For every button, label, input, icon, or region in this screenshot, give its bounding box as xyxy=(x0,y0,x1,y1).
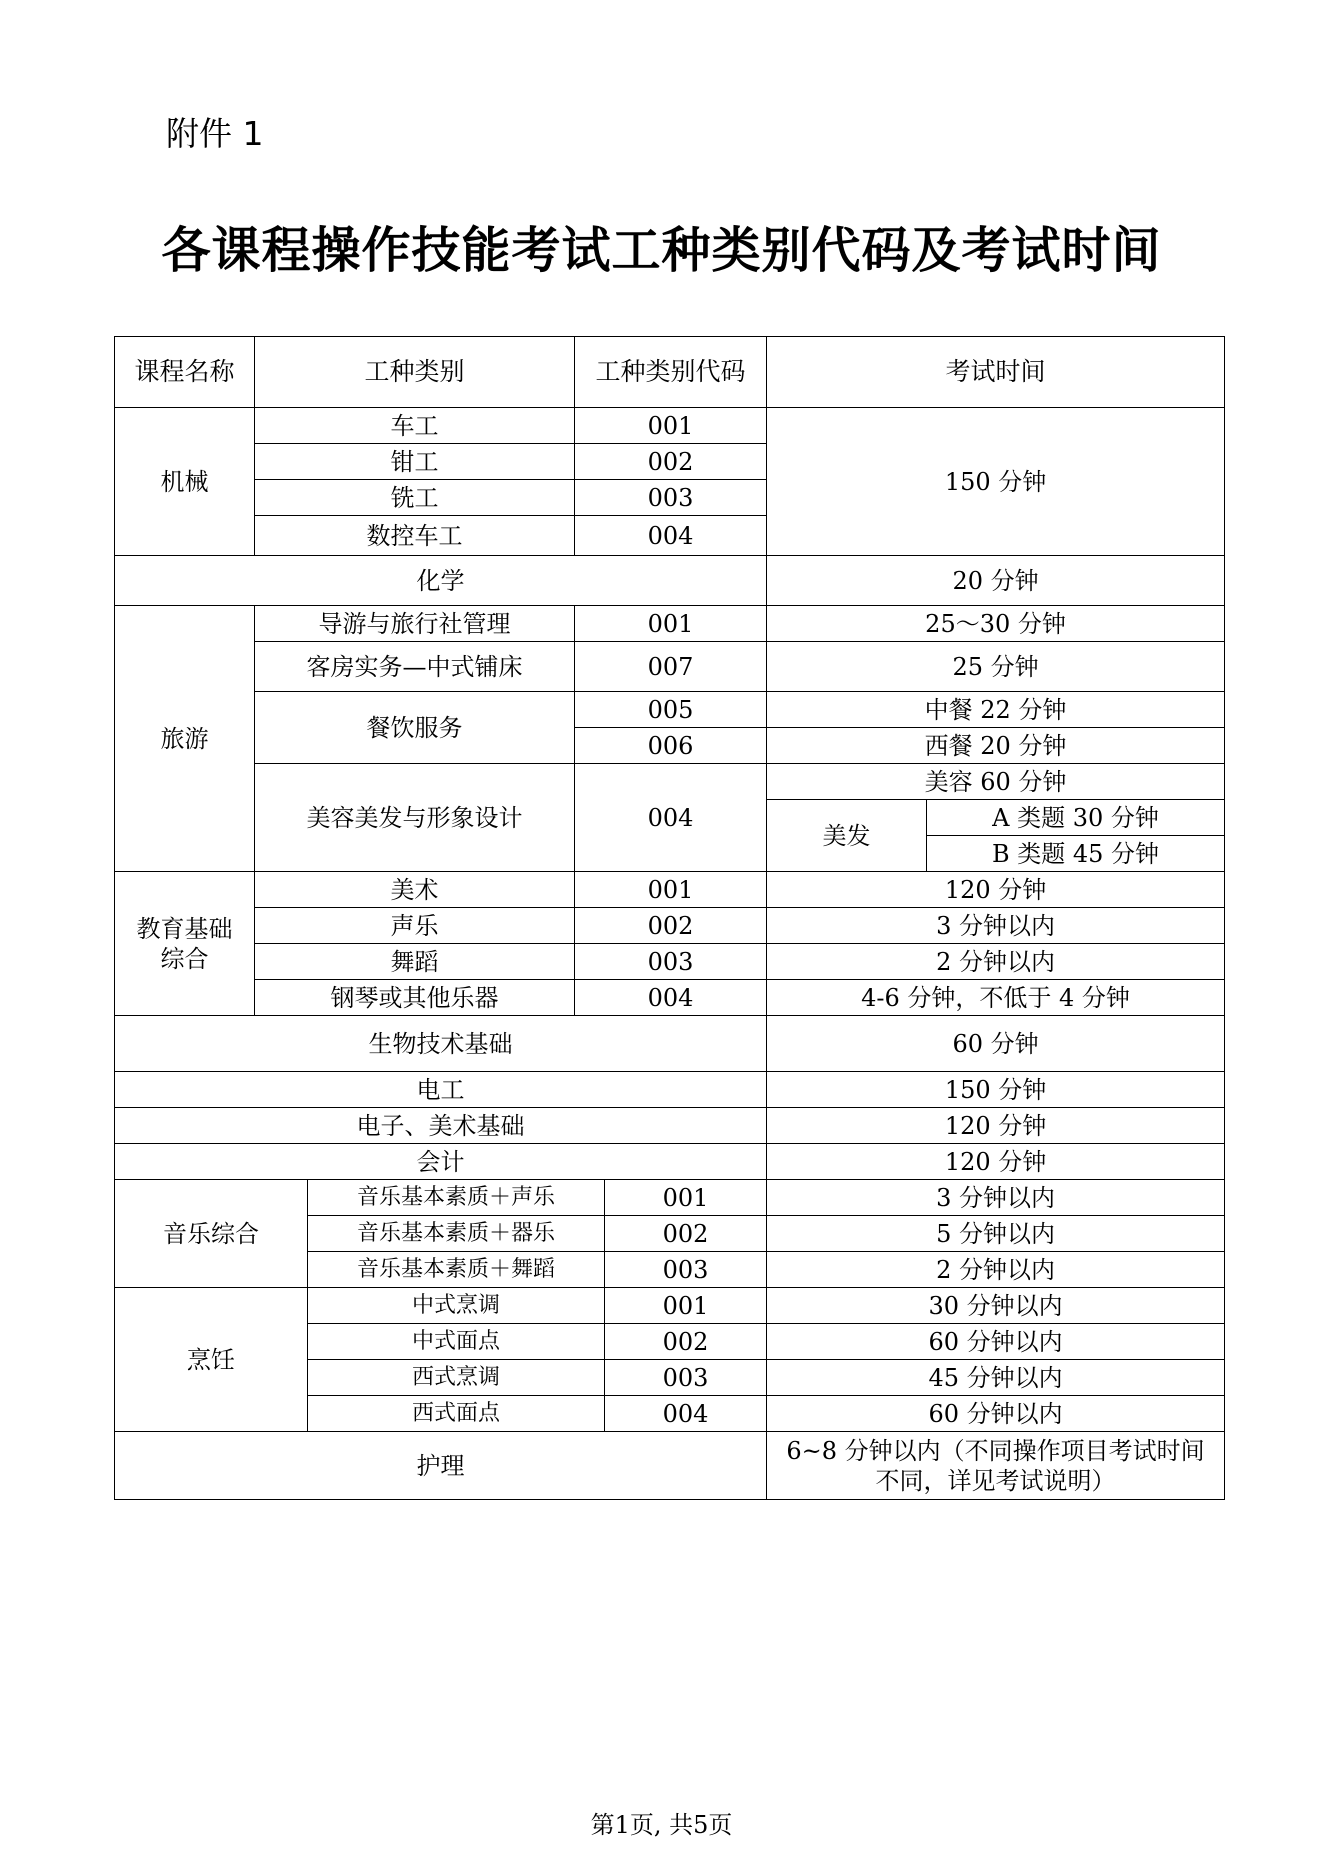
type-cell: 车工 xyxy=(255,408,575,444)
type-cell: 西式烹调 xyxy=(308,1360,605,1396)
course-cell: 护理 xyxy=(115,1432,767,1500)
col-header-code: 工种类别代码 xyxy=(575,337,767,408)
attachment-label: 附件 1 xyxy=(166,114,264,153)
time-cell: 120 分钟 xyxy=(767,1108,1225,1144)
time-cell: B 类题 45 分钟 xyxy=(927,836,1225,872)
table-row xyxy=(115,1072,1225,1108)
time-cell: 中餐 22 分钟 xyxy=(767,692,1225,728)
table-row xyxy=(115,692,1225,728)
table-row xyxy=(115,606,1225,642)
type-cell: 中式面点 xyxy=(308,1324,605,1360)
code-cell: 001 xyxy=(605,1288,767,1324)
meifa-label-cell: 美发 xyxy=(767,800,927,872)
col-header-course: 课程名称 xyxy=(115,337,255,408)
time-cell: 150 分钟 xyxy=(767,1072,1225,1108)
time-cell: 60 分钟以内 xyxy=(767,1396,1225,1432)
course-cell: 生物技术基础 xyxy=(115,1016,767,1072)
table-row xyxy=(115,908,1225,944)
document-title: 各课程操作技能考试工种类别代码及考试时间 xyxy=(161,222,1162,279)
time-cell: 美容 60 分钟 xyxy=(767,764,1225,800)
time-cell: 3 分钟以内 xyxy=(767,1180,1225,1216)
time-cell: A 类题 30 分钟 xyxy=(927,800,1225,836)
code-cell: 001 xyxy=(575,872,767,908)
time-cell: 25 分钟 xyxy=(767,642,1225,692)
type-cell: 音乐基本素质＋器乐 xyxy=(308,1216,605,1252)
code-cell: 003 xyxy=(605,1360,767,1396)
time-cell: 4-6 分钟，不低于 4 分钟 xyxy=(767,980,1225,1016)
course-cell: 旅游 xyxy=(115,606,255,872)
table-row xyxy=(115,1180,1225,1216)
table-row xyxy=(115,764,1225,800)
code-cell: 001 xyxy=(605,1180,767,1216)
table-row xyxy=(115,642,1225,692)
time-cell: 5 分钟以内 xyxy=(767,1216,1225,1252)
course-cell: 电子、美术基础 xyxy=(115,1108,767,1144)
time-cell: 6~8 分钟以内（不同操作项目考试时间不同，详见考试说明） xyxy=(767,1432,1225,1500)
type-cell: 餐饮服务 xyxy=(255,692,575,764)
time-cell: 20 分钟 xyxy=(767,556,1225,606)
type-cell: 声乐 xyxy=(255,908,575,944)
type-cell: 导游与旅行社管理 xyxy=(255,606,575,642)
type-cell: 客房实务—中式铺床 xyxy=(255,642,575,692)
code-cell: 004 xyxy=(605,1396,767,1432)
time-cell: 120 分钟 xyxy=(767,872,1225,908)
course-cell: 电工 xyxy=(115,1072,767,1108)
type-cell: 钳工 xyxy=(255,444,575,480)
exam-table xyxy=(114,336,1225,1500)
type-cell: 音乐基本素质＋舞蹈 xyxy=(308,1252,605,1288)
time-cell: 25～30 分钟 xyxy=(767,606,1225,642)
time-cell: 30 分钟以内 xyxy=(767,1288,1225,1324)
col-header-time: 考试时间 xyxy=(767,337,1225,408)
table-header-row xyxy=(115,337,1225,408)
table-row xyxy=(115,1016,1225,1072)
course-cell: 化学 xyxy=(115,556,767,606)
type-cell: 数控车工 xyxy=(255,516,575,556)
code-cell: 002 xyxy=(605,1216,767,1252)
table-row xyxy=(115,944,1225,980)
type-cell: 中式烹调 xyxy=(308,1288,605,1324)
code-cell: 006 xyxy=(575,728,767,764)
code-cell: 004 xyxy=(575,516,767,556)
code-cell: 004 xyxy=(575,764,767,872)
code-cell: 002 xyxy=(605,1324,767,1360)
code-cell: 001 xyxy=(575,408,767,444)
code-cell: 002 xyxy=(575,444,767,480)
code-cell: 002 xyxy=(575,908,767,944)
type-cell: 美术 xyxy=(255,872,575,908)
time-cell: 2 分钟以内 xyxy=(767,1252,1225,1288)
time-cell: 120 分钟 xyxy=(767,1144,1225,1180)
course-cell: 烹饪 xyxy=(115,1288,308,1432)
code-cell: 004 xyxy=(575,980,767,1016)
time-cell: 西餐 20 分钟 xyxy=(767,728,1225,764)
type-cell: 钢琴或其他乐器 xyxy=(255,980,575,1016)
course-cell: 会计 xyxy=(115,1144,767,1180)
time-cell: 60 分钟以内 xyxy=(767,1324,1225,1360)
table-row xyxy=(115,1144,1225,1180)
time-cell: 2 分钟以内 xyxy=(767,944,1225,980)
code-cell: 003 xyxy=(605,1252,767,1288)
table-row xyxy=(115,1288,1225,1324)
code-cell: 003 xyxy=(575,480,767,516)
course-cell: 教育基础综合 xyxy=(115,872,255,1016)
type-cell: 铣工 xyxy=(255,480,575,516)
col-header-type: 工种类别 xyxy=(255,337,575,408)
table-row xyxy=(115,1108,1225,1144)
code-cell: 007 xyxy=(575,642,767,692)
code-cell: 001 xyxy=(575,606,767,642)
type-cell: 美容美发与形象设计 xyxy=(255,764,575,872)
time-cell: 3 分钟以内 xyxy=(767,908,1225,944)
type-cell: 音乐基本素质＋声乐 xyxy=(308,1180,605,1216)
table-row xyxy=(115,408,1225,444)
time-cell: 150 分钟 xyxy=(767,408,1225,556)
time-cell: 45 分钟以内 xyxy=(767,1360,1225,1396)
code-cell: 005 xyxy=(575,692,767,728)
table-row xyxy=(115,980,1225,1016)
course-cell: 音乐综合 xyxy=(115,1180,308,1288)
type-cell: 舞蹈 xyxy=(255,944,575,980)
code-cell: 003 xyxy=(575,944,767,980)
type-cell: 西式面点 xyxy=(308,1396,605,1432)
course-cell: 机械 xyxy=(115,408,255,556)
time-cell: 60 分钟 xyxy=(767,1016,1225,1072)
table-row xyxy=(115,1432,1225,1500)
table-row xyxy=(115,556,1225,606)
table-row xyxy=(115,872,1225,908)
page-number: 第1页, 共5页 xyxy=(590,1811,733,1839)
